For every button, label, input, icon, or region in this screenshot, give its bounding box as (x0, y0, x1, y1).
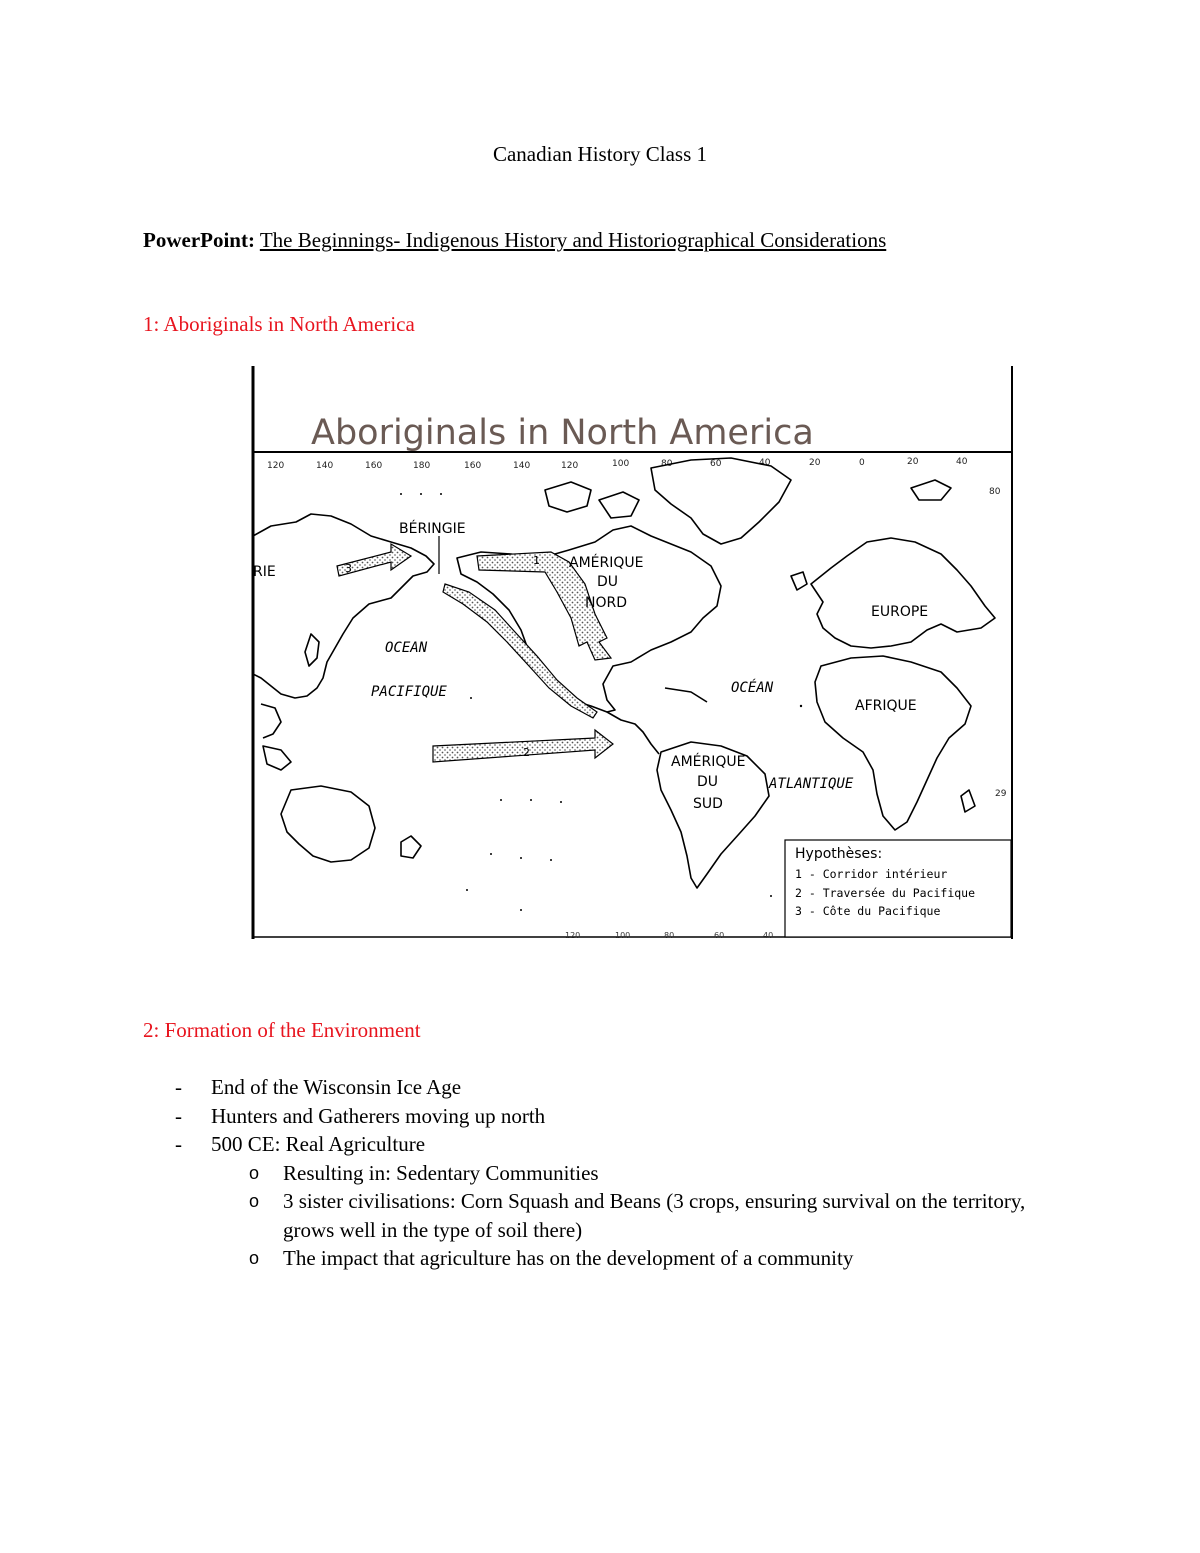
section-heading-environment: 2: Formation of the Environment (143, 1018, 421, 1042)
label-amerique-nord: NORD (585, 595, 627, 611)
migration-routes (337, 544, 613, 762)
bullet-text: Hunters and Gatherers moving up north (211, 1103, 546, 1128)
arctic-island (599, 492, 639, 518)
japan-island (305, 634, 319, 666)
map-figure (251, 366, 1014, 939)
powerpoint-line (143, 228, 886, 253)
scale-tick: 120 (561, 461, 579, 471)
dash-marker: - (175, 1132, 182, 1156)
legend-title: Hypothèses: (795, 846, 883, 862)
scale-tick: 20 (809, 458, 821, 468)
indochina-coast (261, 704, 281, 738)
scale-tick: 140 (513, 461, 531, 471)
label-atlantique: ATLANTIQUE (769, 776, 854, 792)
route-marker: 2 (523, 746, 530, 759)
powerpoint-label: PowerPoint: (143, 228, 255, 252)
label-ocean-pacifique: OCEAN (385, 640, 428, 656)
british-isles (791, 572, 807, 590)
sub-bullet-text: The impact that agriculture has on the development of a community (283, 1246, 854, 1270)
bullet-text: 500 CE: Real Agriculture (211, 1132, 426, 1156)
bullet-list (143, 1073, 1043, 1273)
label-afrique: AFRIQUE (855, 698, 917, 714)
europe (811, 538, 995, 648)
scale-tick: 40 (759, 458, 771, 468)
caribbean (665, 688, 707, 702)
route-markers (345, 554, 540, 759)
label-ocean: OCÉAN (731, 680, 774, 696)
bullet-text: End of the Wisconsin Ice Age (211, 1075, 462, 1099)
map-landmasses (253, 458, 995, 888)
scale-tick: 80 (664, 931, 675, 939)
page-title: Canadian History Class 1 (492, 142, 708, 166)
legend-item: 2 - Traversée du Pacifique (795, 886, 976, 900)
philippines-island (263, 746, 291, 770)
australia (281, 786, 375, 862)
scale-tick: 60 (710, 459, 722, 469)
scale-tick: 140 (316, 461, 334, 471)
greenland (651, 458, 791, 544)
legend-item: 3 - Côte du Pacifique (795, 904, 941, 918)
arctic-island (545, 482, 591, 512)
map-legend (785, 840, 1011, 937)
svalbard (911, 480, 951, 500)
label-europe: EUROPE (871, 604, 929, 620)
scale-tick: 60 (714, 931, 725, 939)
side-scale: 29 (995, 789, 1007, 799)
circle-marker: o (249, 1162, 260, 1183)
label-amerique-sud: SUD (693, 796, 723, 812)
new-zealand (401, 836, 421, 858)
scale-tick: 120 (565, 931, 581, 939)
list-item (143, 1130, 1043, 1159)
map-svg (251, 366, 1014, 939)
side-scale: 80 (989, 487, 1001, 497)
map-bottom-scale (565, 931, 773, 939)
scale-tick: 80 (661, 459, 673, 469)
circle-marker: o (249, 1191, 260, 1211)
scale-tick: 160 (464, 461, 482, 471)
sub-list-item (143, 1244, 1043, 1273)
label-ocean-pacifique: PACIFIQUE (371, 684, 447, 700)
route-marker: 3 (345, 562, 352, 575)
powerpoint-title: The Beginnings- Indigenous History and Historiographical Considerations (259, 228, 887, 252)
scale-tick: 100 (615, 931, 631, 939)
asia-coast (253, 514, 434, 698)
list-item (143, 1102, 1043, 1131)
label-rie: RIE (253, 564, 276, 580)
sub-list-item (143, 1187, 1043, 1244)
route-marker: 1 (533, 554, 540, 567)
sub-bullet-text: 3 sister civilisations: Corn Squash and Beans (3 crops, ensuring survival on the territory, grows well in the type of soil there) (283, 1189, 1026, 1242)
legend-item: 1 - Corridor intérieur (795, 867, 948, 881)
label-amerique-nord: AMÉRIQUE (569, 555, 644, 571)
scale-tick: 160 (365, 461, 383, 471)
africa (815, 656, 971, 830)
scale-tick: 20 (907, 457, 919, 467)
map-top-scale (267, 457, 968, 471)
dash-marker: - (175, 1075, 182, 1099)
label-amerique-sud: AMÉRIQUE (671, 754, 746, 770)
scale-tick: 0 (859, 458, 865, 468)
map-title: Aboriginals in North America (311, 413, 814, 453)
sub-list-item (143, 1159, 1043, 1188)
label-amerique-nord: DU (597, 574, 619, 590)
sub-bullet-text: Resulting in: Sedentary Communities (283, 1160, 599, 1185)
scale-tick: 100 (612, 459, 630, 469)
scale-tick: 40 (956, 457, 968, 467)
label-beringie: BÉRINGIE (399, 521, 466, 537)
section-heading-aboriginals: 1: Aboriginals in North America (143, 312, 415, 336)
madagascar (961, 790, 975, 812)
circle-marker: o (249, 1248, 260, 1268)
list-item (143, 1073, 1043, 1102)
scale-tick: 180 (413, 461, 431, 471)
dash-marker: - (175, 1103, 182, 1128)
label-amerique-sud: DU (697, 774, 719, 790)
scale-tick: 120 (267, 461, 285, 471)
central-america (607, 712, 659, 754)
scale-tick: 40 (763, 931, 774, 939)
